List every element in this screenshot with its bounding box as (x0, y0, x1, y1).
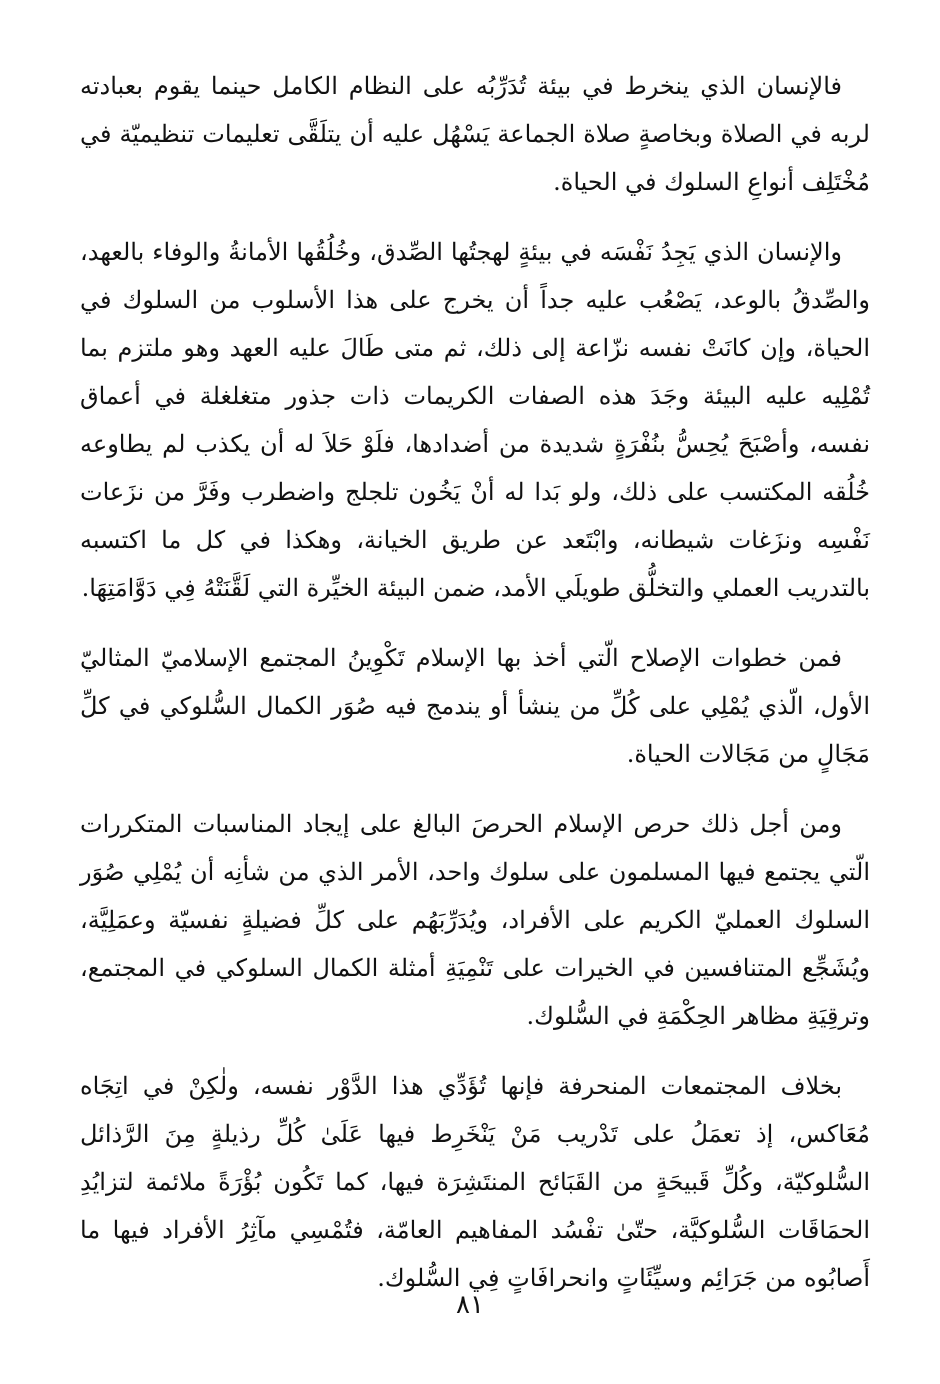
paragraph-4: ومن أجل ذلك حرص الإسلام الحرصَ البالغ على إيجاد المناسبات المتكررات الّتي يجتمع فيها المسلمون على سلوك واحد، الأمر الذي من شأنِه أن يُمْلِي صُوَر السلوك العمليّ الكريم على الأفراد، ويُدَرِّبَهُم على كلِّ فضيلةٍ نفسيّة وعمَلِيَّة، ويُشَجِّع المتنافسين في الخيرات على تَنْمِيَةِ أمثلة الكمال السلوكي في المجتمع، وترقِيَةِ مظاهر الحِكْمَةِ في السُّلوك. (80, 810, 870, 1030)
paragraph-5: بخلاف المجتمعات المنحرفة فإنها تُؤَدِّي هذا الدَّوْر نفسه، ولٰكِنْ في اتِجَاه مُعَاكس، إذ تعمَلُ على تَدْريب مَنْ يَنْخَرِط فيها عَلَىٰ كُلِّ رذيلةٍ مِنَ الرَّذائل السُّلوكيّة، وكُلِّ قَبيحَةٍ من القَبَائح المنتَشِرَة فيها، كما تَكُون بُؤْرَةً ملائمة لتزايُدِ الحمَاقَات السُّلوكيَّة، حتّىٰ تفْسُد المفاهيم العامّة، فتُمْسِي مآثِرُ الأفراد فيها ما أَصابُوه من جَرَائِم وسيِّئَاتٍ وانحرافَاتٍ فِي السُّلوك. (80, 1072, 871, 1292)
paragraph-1: فالإنسان الذي ينخرط في بيئة تُدَرِّبُه على النظام الكامل حينما يقوم بعبادته لربه في الصلاة وبخاصةٍ صلاة الجماعة يَسْهُل عليه أن يتلَقَّى تعليمات تنظيميّة في مُخْتَلِف أنواعِ السلوك في الحياة. (80, 72, 870, 196)
page-number: ٨١ (456, 1290, 484, 1320)
paragraph-3: فمن خطوات الإصلاح الّتي أخذ بها الإسلام تَكْوِينُ المجتمع الإسلاميّ المثاليّ الأول، الّذي يُمْلِي على كُلِّ من ينشأ أو يندمج فيه صُوَر الكمال السُّلوكي في كلِّ مَجَالٍ من مَجَالات الحياة. (80, 644, 870, 768)
page-body (80, 62, 870, 1302)
paragraph-2: والإنسان الذي يَجِدُ نَفْسَه في بيئةٍ لهجتُها الصِّدق، وخُلُقُها الأمانةُ والوفاء بالعهد، والصِّدقُ بالوعد، يَصْعُب عليه جداً أن يخرج على هذا الأسلوب من السلوك في الحياة، وإن كانَتْ نفسه نزّاعة إلى ذلك، ثم متى طَالَ عليه العهد وهو ملتزم بما تُمْلِيه عليه البيئة وجَدَ هذه الصفات الكريمات ذات جذور متغلغلة في أعماق نفسه، وأصْبَحَ يُحِسُّ بنُفْرَةٍ شديدة من أضدادها، فلَوْ حَلاَ له أن يكذب لم يطاوعه خُلُقه المكتسب على ذلك، ولو بَدا له أنْ يَخُون تلجلج واضطرب وفَرَّ من نزَعات نَفْسِه ونزَغات شيطانه، وابْتَعد عن طريق الخيانة، وهكذا في كل ما اكتسبه بالتدريب العملي والتخلُّق طويلَي الأمد، ضمن البيئة الخيِّرة التي لَقَّنَتْهُ فِي دَوَّامَتِهَا. (80, 238, 870, 602)
